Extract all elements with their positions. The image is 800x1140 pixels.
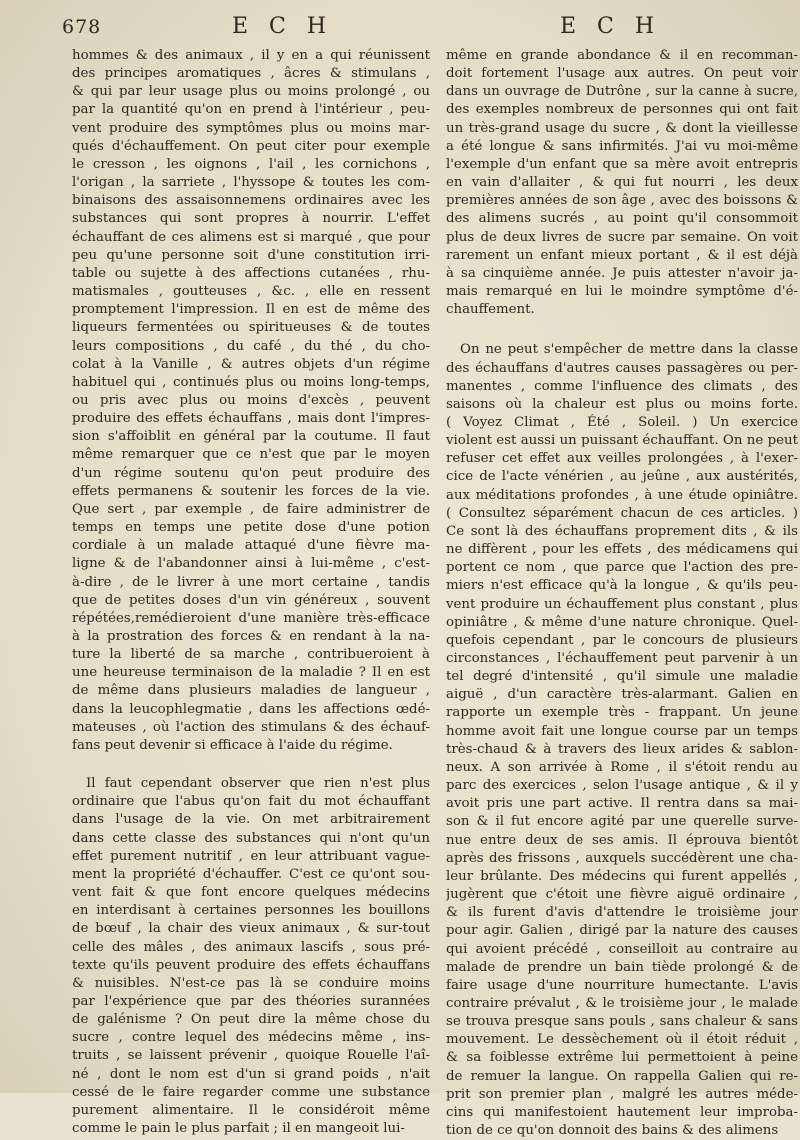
text-line: échauffant de ces alimens est si marqué , que pour <box>72 229 430 245</box>
text-line: manentes , comme l'influence des climats , des <box>446 378 798 394</box>
text-line: hommes & des animaux , il y en a qui réunissent <box>72 48 430 63</box>
text-line: aux méditations profondes , à une étude opiniâtre. <box>446 487 798 503</box>
text-line: dans la leucophlegmatie , dans les affections œdé- <box>72 701 430 717</box>
text-line: vent fait & que font encore quelques médecins <box>72 885 430 901</box>
text-line: refuser cet effet aux veilles prolongées , à l'exer- <box>446 451 798 467</box>
text-line: ordinaire que l'abus qu'on fait du mot échauffant <box>72 794 430 810</box>
text-line: & nuisibles. N'est-ce pas là se conduire moins <box>72 975 430 991</box>
text-line: habituel qui , continués plus ou moins long-temps, <box>72 374 430 390</box>
text-line: neux. A son arrivée à Rome , il s'étoit rendu au <box>446 759 798 775</box>
text-line: des principes aromatiques , âcres & stimulans , <box>72 66 430 82</box>
text-line: miers n'est efficace qu'à la longue , & qu'ils peu- <box>446 578 798 594</box>
text-line: sion s'affoiblit en général par la coutume. Il faut <box>72 429 430 445</box>
text-line: de bœuf , la chair des vieux animaux , & sur-tout <box>72 921 430 937</box>
running-head-right: E C H <box>560 14 662 39</box>
text-line: cessé de le faire regarder comme une substance <box>72 1084 430 1100</box>
text-line: ( Consultez séparément chacun de ces articles. ) <box>446 505 798 521</box>
text-line: contraire prévalut , & le troisième jour , le malade <box>446 995 798 1011</box>
text-line: par l'expérience que par des théories surannées <box>72 993 430 1009</box>
text-line: de galénisme ? On peut dire la même chose du <box>72 1012 430 1028</box>
text-line: mais remarqué en lui le moindre symptôme d'é- <box>446 284 798 300</box>
text-line: par la quantité qu'on en prend à l'intérieur , peu- <box>72 102 430 118</box>
text-line: fans peut devenir si efficace à l'aide du régime. <box>72 737 393 753</box>
text-line: son & il fut encore agité par une querelle surve- <box>446 814 798 830</box>
text-line: promptement l'impression. Il en est de même des <box>72 302 430 318</box>
text-line: opiniâtre , & même d'une nature chronique. Quel- <box>446 614 798 630</box>
text-line: quefois cependant , par le concours de plusieurs <box>446 632 798 648</box>
text-line: saisons où la chaleur est plus ou moins forte. <box>446 396 798 412</box>
text-line: aiguë , d'un caractère très-alarmant. Galien en <box>446 687 798 703</box>
text-line: que de petites doses d'un vin généreux , souvent <box>72 592 430 608</box>
text-line: l'origan , la sarriete , l'hyssope & toutes les com- <box>72 175 430 191</box>
text-line: Ce sont là des échauffans proprement dits , & ils <box>446 523 798 539</box>
text-line: circonstances , l'échauffement peut parvenir à un <box>446 651 798 666</box>
text-line: prit son premier plan , malgré les autres méde- <box>446 1086 798 1102</box>
text-line: né , dont le nom est d'un si grand poids , n'ait <box>72 1066 430 1082</box>
text-line: leur brûlante. Des médecins qui furent appellés , <box>446 868 798 884</box>
text-line: à-dire , de le livrer à une mort certaine , tandis <box>72 574 430 590</box>
text-line: avoit pris une part active. Il rentra dans sa mai- <box>446 796 798 812</box>
text-line: matismales , goutteuses , &c. , elle en ressent <box>72 284 430 300</box>
text-line: Il faut cependant observer que rien n'est plus <box>86 776 430 792</box>
text-line: dans l'usage de la vie. On met arbitrairement <box>72 812 430 828</box>
text-line: ou pris avec plus ou moins d'excès , peuvent <box>72 392 430 408</box>
text-line: & ils furent d'avis d'attendre le troisième jour <box>446 905 798 921</box>
text-line: homme avoit fait une longue course par un temps <box>446 723 798 739</box>
text-line: à sa cinquième année. Je puis attester n'avoir ja- <box>446 265 798 281</box>
text-line: rapporte un exemple très - frappant. Un jeune <box>446 705 798 721</box>
text-line: qués d'échauffement. On peut citer pour exemple <box>72 138 430 154</box>
text-line: très-chaud & à travers des lieux arides & sablon- <box>446 741 798 757</box>
text-line: d'un régime soutenu qu'on peut produire des <box>72 465 430 481</box>
text-line: nue entre deux de ses amis. Il éprouva bientôt <box>446 832 798 848</box>
text-line: effet purement nutritif , en leur attribuant vague- <box>72 848 430 864</box>
text-line: Que sert , par exemple , de faire administrer de <box>72 501 430 517</box>
paragraph <box>446 47 798 319</box>
text-line: premières années de son âge , avec des boissons & <box>446 193 798 209</box>
text-line: cins qui manifestoient hautement leur improba- <box>446 1104 798 1120</box>
text-line: temps en temps une petite dose d'une potion <box>72 520 430 536</box>
text-line: une heureuse terminaison de la maladie ? Il en est <box>72 665 430 681</box>
text-line: ne diffèrent , pour les effets , des médicamens qui <box>446 542 798 558</box>
text-line: purement alimentaire. Il le considéroit même <box>72 1102 430 1118</box>
text-line: tion de ce qu'on donnoit des bains & des alimens <box>446 1123 779 1139</box>
text-line: table ou sujette à des affections cutanées , rhu- <box>72 265 430 281</box>
text-line: malade de prendre un bain tiède prolongé & de <box>446 959 798 975</box>
text-line: celle des mâles , des animaux lascifs , sous pré- <box>72 939 430 955</box>
text-line: de même dans plusieurs maladies de langueur , <box>72 683 430 699</box>
text-line: chauffement. <box>446 302 535 318</box>
text-line: même en grande abondance & il en recomman- <box>446 48 798 63</box>
text-line: ture la liberté de sa marche , contribueroient à <box>72 647 430 663</box>
text-line: faire usage d'une nourriture humectante. L'avis <box>446 977 798 993</box>
text-line: violent est aussi un puissant échauffant. On ne peut <box>446 433 798 449</box>
text-line: ligne & de l'abandonner ainsi à lui-même , c'est- <box>72 556 430 572</box>
text-line: peu qu'une personne soit d'une constitution irri- <box>72 247 430 263</box>
text-line: à la prostration des forces & en rendant à la na- <box>72 629 430 644</box>
running-head-left: E C H <box>232 14 334 39</box>
text-line: des alimens sucrés , au point qu'il consommoit <box>446 211 798 227</box>
text-line: binaisons des assaisonnemens ordinaires avec les <box>72 193 430 209</box>
text-line: de remuer la langue. On rappella Galien qui re- <box>446 1068 798 1084</box>
text-line: des échauffans d'autres causes passagères ou per- <box>446 360 798 376</box>
text-line: colat à la Vanille , & autres objets d'un régime <box>72 356 430 372</box>
text-line: répétées,remédieroient d'une manière très-efficace <box>72 610 430 626</box>
paragraph <box>446 341 798 1140</box>
text-line: cordiale à un malade attaqué d'une fièvre ma- <box>72 538 430 554</box>
text-line: truits , se laissent prévenir , quoique Rouelle l'aî- <box>72 1048 430 1064</box>
text-line: & sa foiblesse extrême lui permettoient à peine <box>446 1050 798 1066</box>
text-line: des exemples nombreux de personnes qui ont fait <box>446 102 798 118</box>
paragraph <box>72 775 430 1138</box>
left-column <box>72 47 430 1138</box>
text-line: portent ce nom , que parce que l'action des pre- <box>446 560 798 576</box>
text-line: doit fortement l'usage aux autres. On peut voir <box>446 66 798 82</box>
paragraph <box>72 47 430 755</box>
text-line: dans cette classe des substances qui n'ont qu'un <box>72 830 430 846</box>
text-line: substances qui sont propres à nourrir. L'effet <box>72 211 430 227</box>
page-number: 678 <box>62 16 102 38</box>
text-line: tel degré d'intensité , qu'il simule une maladie <box>446 669 798 685</box>
text-line: texte qu'ils peuvent produire des effets échauffans <box>72 957 430 973</box>
text-line: plus de deux livres de sucre par semaine. On voit <box>446 229 798 245</box>
text-line: vent produire des symptômes plus ou moins mar- <box>72 120 430 136</box>
text-line: mateuses , où l'action des stimulans & des échauf- <box>72 719 430 735</box>
text-line: parc des exercices , selon l'usage antique , & il y <box>446 778 798 794</box>
text-line: dans un ouvrage de Dutrône , sur la canne à sucre, <box>446 84 798 100</box>
text-line: effets permanens & soutenir les forces de la vie. <box>72 483 430 499</box>
text-line: & qui par leur usage plus ou moins prolongé , ou <box>72 84 430 100</box>
text-line: qui avoient précédé , conseilloit au contraire au <box>446 941 798 957</box>
text-line: vent produire un échauffement plus constant , plus <box>446 596 798 612</box>
text-line: un très-grand usage du sucre , & dont la vieillesse <box>446 120 798 136</box>
text-line: a été longue & sans infirmités. J'ai vu moi-même <box>446 138 798 154</box>
text-line: comme le pain le plus parfait ; il en mangeoit lui- <box>72 1121 405 1137</box>
text-line: liqueurs fermentées ou spiritueuses & de toutes <box>72 320 430 336</box>
text-line: ( Voyez Climat , Été , Soleil. ) Un exercice <box>446 414 798 430</box>
text-line: jugèrent que c'étoit une fièvre aiguë ordinaire , <box>446 887 798 903</box>
text-line: après des frissons , auxquels succédèrent une cha- <box>446 850 798 866</box>
text-line: On ne peut s'empêcher de mettre dans la classe <box>460 342 798 358</box>
text-line: ment la propriété d'échauffer. C'est ce qu'ont sou- <box>72 866 430 882</box>
text-line: même remarquer que ce n'est que par le moyen <box>72 447 430 463</box>
text-line: se trouva presque sans pouls , sans chaleur & sans <box>446 1014 798 1030</box>
right-column <box>446 47 798 1140</box>
text-line: produire des effets échauffans , mais dont l'impres- <box>72 411 430 427</box>
page-header <box>0 14 800 44</box>
text-line: rarement un enfant mieux portant , & il est déjà <box>446 247 798 263</box>
text-line: l'exemple d'un enfant que sa mère avoit entrepris <box>446 156 798 172</box>
text-line: leurs compositions , du café , du thé , du cho- <box>72 338 430 354</box>
text-line: sucre , contre lequel des médecins même , ins- <box>72 1030 430 1046</box>
text-line: pour agir. Galien , dirigé par la nature des causes <box>446 923 798 939</box>
text-line: en vain d'allaiter , & qui fut nourri , les deux <box>446 175 798 191</box>
text-line: cice de l'acte vénérien , au jeûne , aux austérités, <box>446 469 798 485</box>
text-line: en interdisant à certaines personnes les bouillons <box>72 903 430 919</box>
text-line: le cresson , les oignons , l'ail , les cornichons , <box>72 156 430 172</box>
text-line: mouvement. Le dessèchement où il étoit réduit , <box>446 1032 798 1048</box>
